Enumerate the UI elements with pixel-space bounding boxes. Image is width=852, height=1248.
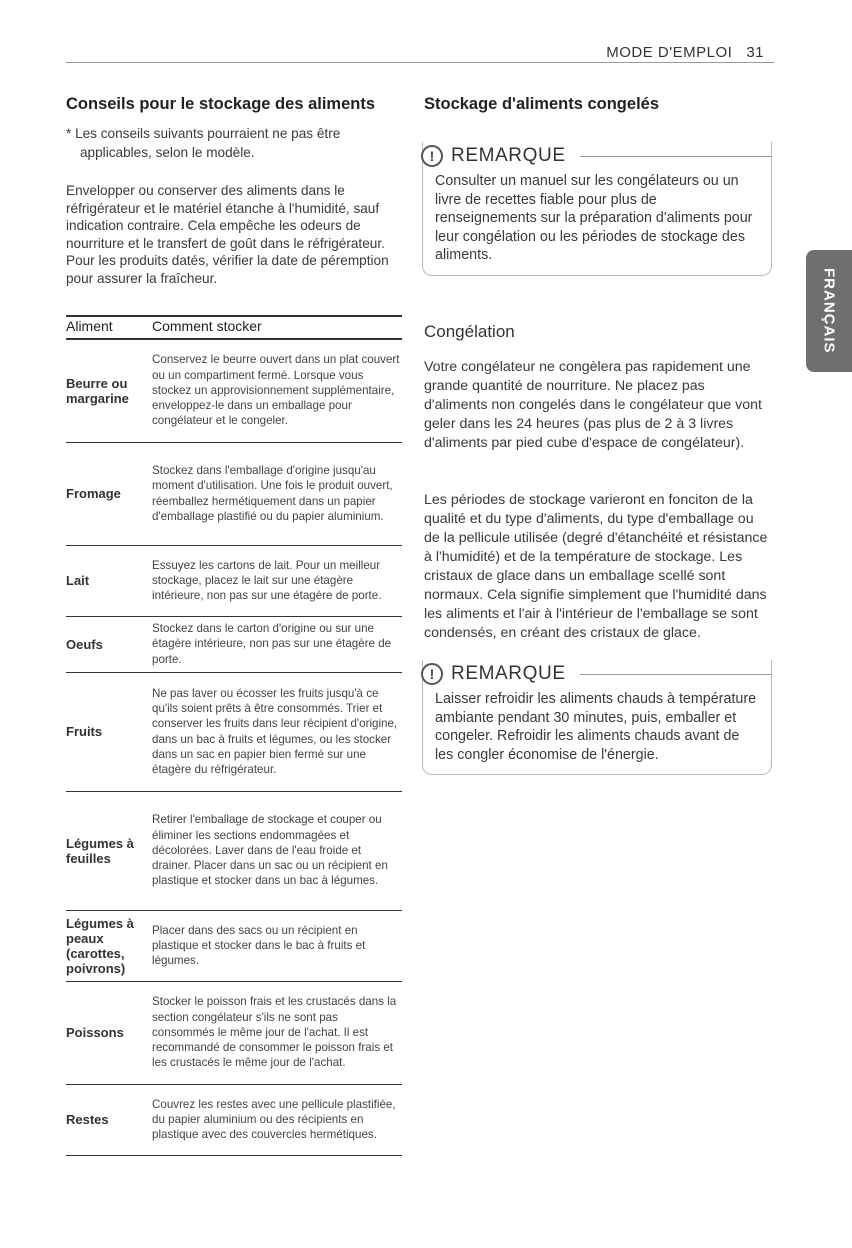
exclamation-icon: ! — [421, 145, 443, 167]
storage-tips-heading: Conseils pour le stockage des aliments — [66, 95, 376, 113]
remark-rule — [580, 156, 771, 157]
page-number: 31 — [746, 44, 764, 61]
header-food: Aliment — [66, 318, 113, 334]
remark-text: Laisser refroidir les aliments chauds à température ambiante pendant 30 minutes, puis, emballer et congeler. Refroidir les aliments chauds avant de les congler économise de l'énergie. — [435, 691, 757, 763]
table-row — [66, 1085, 402, 1156]
storage-instructions: Stockez dans le carton d'origine ou sur une étagère intérieure, non pas sur une étagère de porte. — [152, 622, 392, 666]
table-row — [66, 792, 402, 911]
table-row — [66, 546, 402, 617]
table-top-rule — [66, 315, 402, 317]
page-header — [606, 44, 764, 61]
table-row — [66, 673, 402, 792]
table-row — [66, 911, 402, 982]
table-row — [66, 617, 402, 673]
remark-box-2 — [422, 660, 772, 775]
food-name: Légumes à peaux (carottes, poivrons) — [66, 915, 134, 976]
freezing-paragraph-2: Les périodes de stockage varieront en fonciton de la qualité et du type d'aliments, du type d'emballage ou de la pellicule utilisée (degré d'étanchéité et résistance à l'humidité) et de la température de stockage. Les cristaux de glace dans un emballage scellé sont normaux. Cela signifie simplement que l'humidité dans les aliments et l'air à l'intérieur de l'emballage se sont condensés, en créant des cristaux de glace. — [424, 492, 768, 641]
food-name: Restes — [66, 1112, 109, 1127]
freezing-subheading: Congélation — [424, 322, 515, 341]
table-row — [66, 340, 402, 443]
exclamation-icon: ! — [421, 663, 443, 685]
storage-instructions: Conservez le beurre ouvert dans un plat couvert ou un compartiment fermé. Lorsque vous stockez un approvisionnement supplémentaire, enveloppez-le dans un emballage pour congélateur et le congeler. — [152, 353, 400, 428]
storage-instructions: Placer dans des sacs ou un récipient en plastique et stocker dans le bac à fruits et légumes. — [152, 923, 366, 968]
remark-title: REMARQUE — [451, 145, 566, 166]
remark-rule — [580, 674, 771, 675]
intro-paragraph: Envelopper ou conserver des aliments dans le réfrigérateur et le matériel étanche à l'humidité, sauf indication contraire. Cela empêche les odeurs de nourriture et le transfert de goût dans le réfrigérateur. Pour les produits datés, vérifier la date de péremption pour assurer la fraîcheur. — [66, 183, 389, 286]
frozen-storage-heading: Stockage d'aliments congelés — [424, 95, 660, 113]
model-note: * Les conseils suivants pourraient ne pas être applicables, selon le modèle. — [66, 126, 341, 160]
header-how: Comment stocker — [152, 318, 262, 334]
table-row — [66, 982, 402, 1085]
header-title: MODE D'EMPLOI — [606, 44, 733, 61]
table-header — [66, 318, 402, 340]
language-side-tab — [806, 250, 852, 372]
food-name: Lait — [66, 573, 90, 588]
remark-box-1 — [422, 142, 772, 276]
remark-header — [423, 660, 771, 688]
food-name: Poissons — [66, 1025, 124, 1040]
table-row — [66, 443, 402, 546]
food-name: Légumes à feuilles — [66, 835, 134, 866]
food-name: Fruits — [66, 724, 103, 739]
language-label: FRANÇAIS — [820, 268, 838, 354]
storage-instructions: Retirer l'emballage de stockage et couper ou éliminer les sections endommagées et décolorées. Laver dans de l'eau froide et drainer. Placer dans un sac ou un récipient en plastique et stocker dans un bac à légumes. — [152, 813, 388, 888]
storage-instructions: Essuyez les cartons de lait. Pour un meilleur stockage, placez le lait sur une étagère intérieure, non pas sur une étagère de porte. — [152, 558, 382, 603]
remark-title: REMARQUE — [451, 663, 566, 684]
food-name: Fromage — [66, 486, 121, 501]
storage-instructions: Couvrez les restes avec une pellicule plastifiée, du papier aluminium ou des récipients en plastique avec des couvercles hermétiques. — [152, 1097, 396, 1142]
remark-text: Consulter un manuel sur les congélateurs ou un livre de recettes fiable pour plus de renseignements sur la préparation d'aliments pour leur congélation ou les périodes de stockage des aliments. — [435, 173, 753, 263]
food-name: Oeufs — [66, 636, 103, 652]
freezing-paragraph-1: Votre congélateur ne congèlera pas rapidement une grande quantité de nourriture. Ne placez pas d'aliments non congelés dans le congélateur que vont geler dans les 24 heures (pas plus de 2 à 3 livres d'aliments par pied cube d'espace de congélateur). — [424, 359, 762, 451]
header-rule — [66, 62, 774, 63]
food-name: Beurre ou margarine — [66, 375, 129, 406]
storage-instructions: Ne pas laver ou écosser les fruits jusqu'à ce qu'ils soient prêts à être consommés. Trier et conserver les fruits dans leur récipient d'origine, dans un bac à fruits et légumes, ou les stocker dans un sac en papier bien fermé sur une étagère du réfrigérateur. — [152, 686, 398, 777]
food-storage-table — [66, 318, 402, 1156]
storage-instructions: Stocker le poisson frais et les crustacés dans la section congélateur s'ils ne sont pas consommés le même jour de l'achat. Il est recommandé de consommer le poisson frais et les crustacés le même jour de l'achat. — [152, 995, 397, 1070]
storage-instructions: Stockez dans l'emballage d'origine jusqu'au moment d'utilisation. Une fois le produit ouvert, réemballez hermétiquement dans un papier d'emballage plastifié ou du papier aluminium. — [152, 463, 393, 523]
remark-header — [423, 142, 771, 170]
